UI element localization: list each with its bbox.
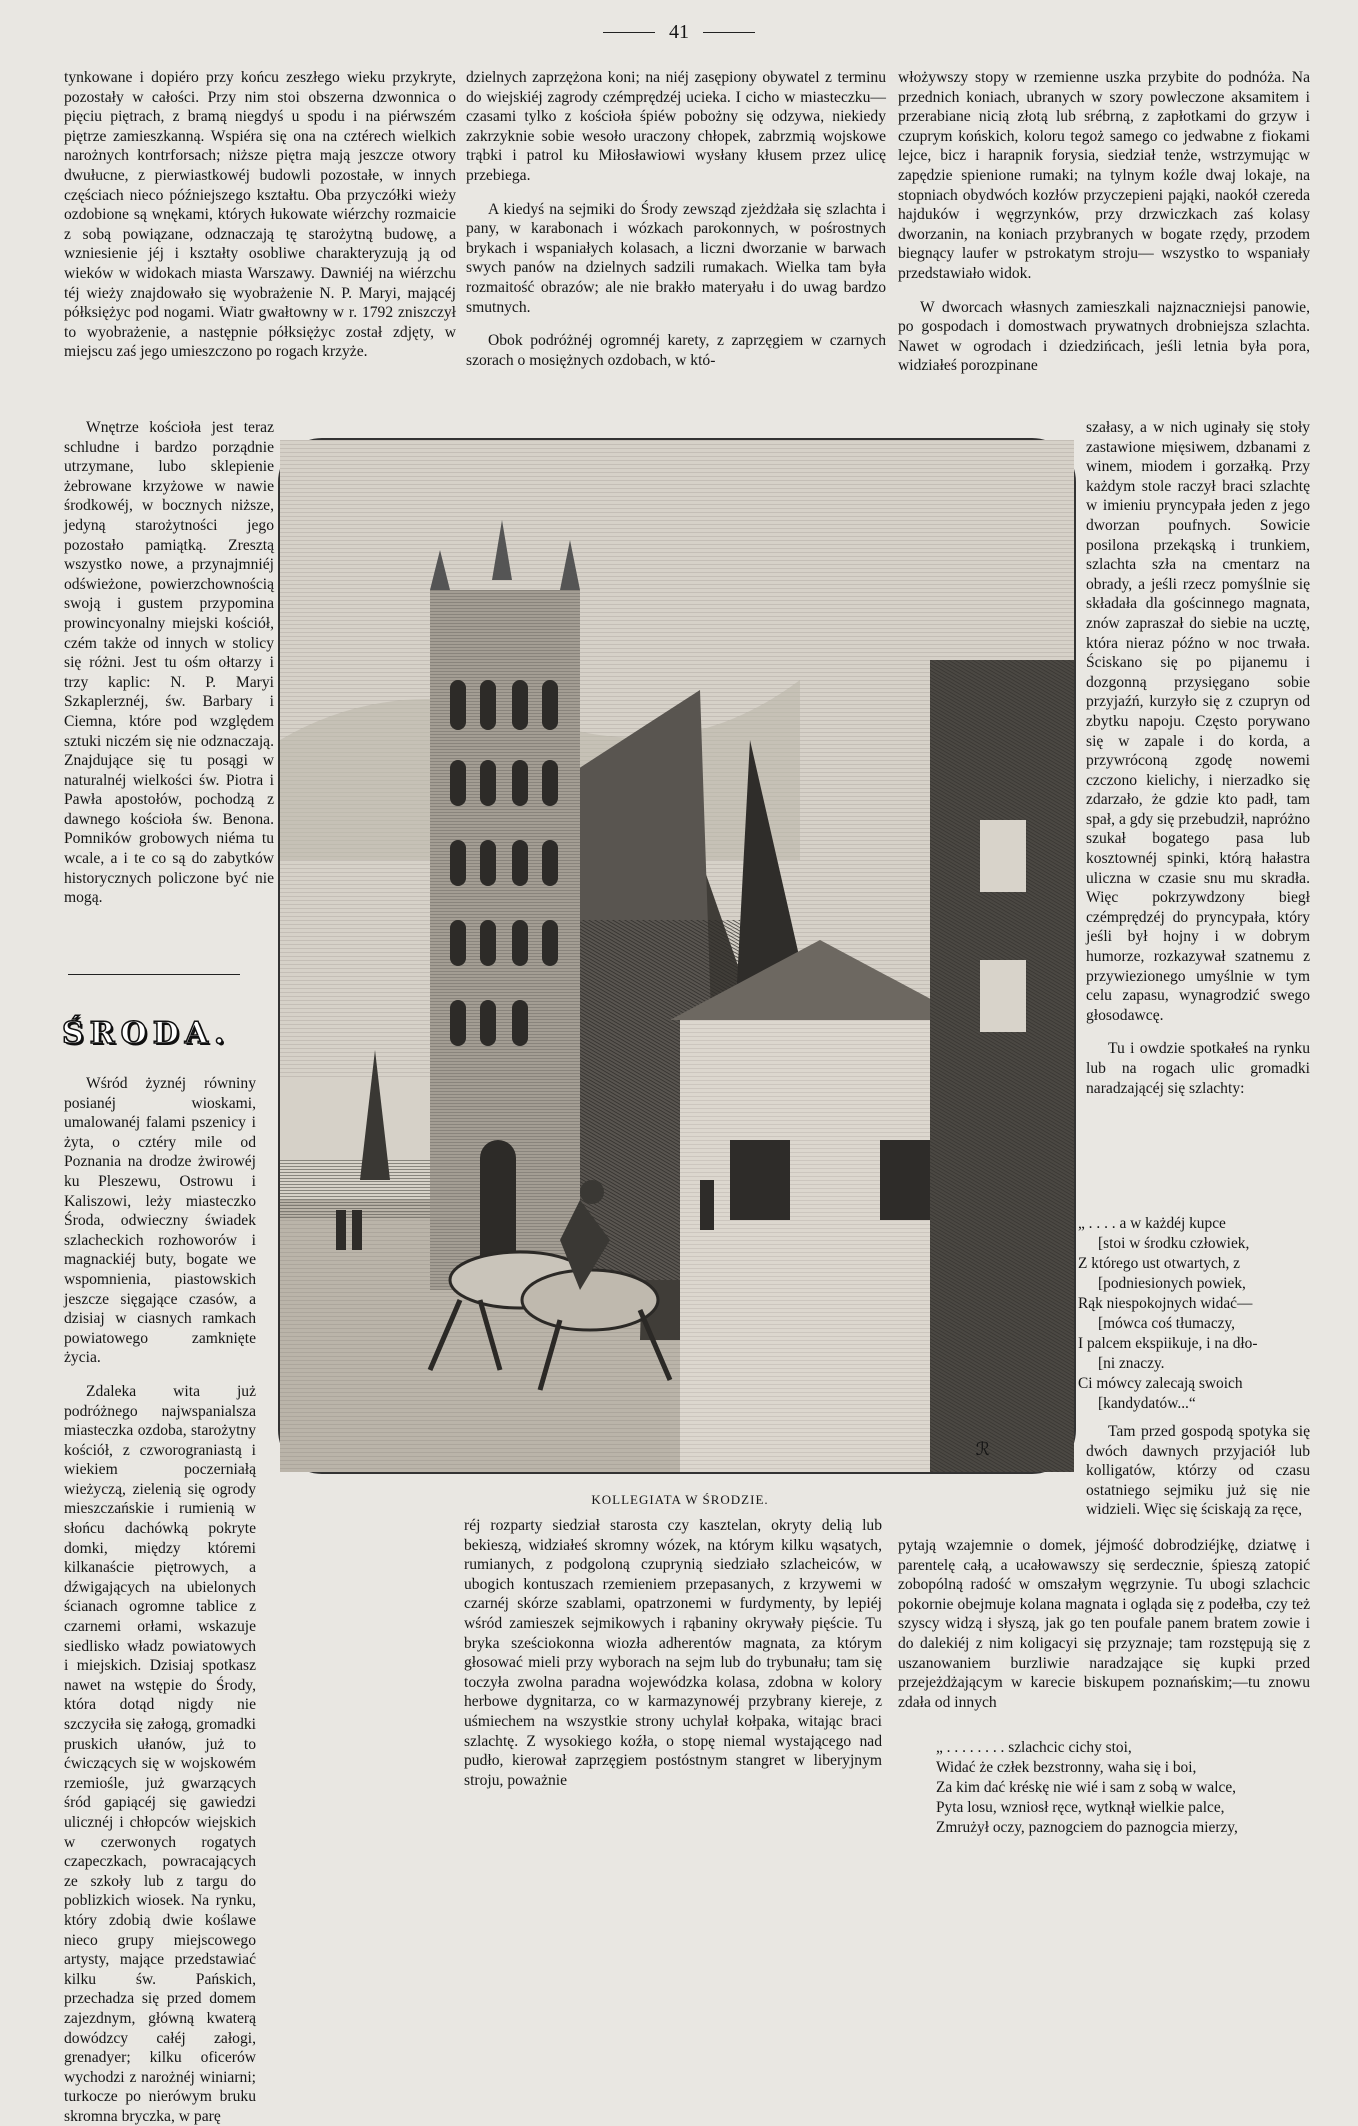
paragraph: Wśród żyznéj równiny posianéj wioskami, umalowanéj falami pszenicy i żyta, o cztéry mile od Poznania na drodze żwirowéj ku Pleszewu, Ostrowu i Kaliszowi, leży miasteczko Środa, odwieczny świadek szlacheckich rozhoworów i magnackiéj buty, bogate we wspomnienia, piastowskich jeszcze sięgające czasów, a dzisiaj w ciasnych ramkach powiatowego zamknięte życia. xyxy=(64,1075,256,1367)
column-3-top xyxy=(898,68,1310,410)
column-3-narrow xyxy=(1086,418,1310,1158)
header-rule-left xyxy=(603,32,655,33)
paragraph: Tam przed gospodą spotyka się dwóch dawnych przyjaciół lub kolligatów, którzy od czasu ostatniego sejmiku już się nie widzieli. Więc się ściskają za ręce, xyxy=(1086,1423,1310,1519)
paragraph: W dworcach własnych zamieszkali najznaczniejsi panowie, po gospodach i domostwach prywatnych drobniejsza szlachta. Nawet w ogrodach i dziedzińcach, jeśli letnia była pora, widziałeś porozpinane xyxy=(898,298,1310,375)
paragraph: Obok podróżnéj ogromnéj karety, z zaprzęgiem w czarnych szorach o mosiężnych ozdobach, w któ- xyxy=(466,332,886,369)
paragraph: tynkowane i dopiéro przy końcu zeszłego wieku przykryte, pozostały w całości. Przy nim stoi obszerna dzwonnica o pięciu piętrach, z bramą niegdyś u spodu i na piérwszém piętrze zamieszkanną. Wspiéra się ona na cztérech wielkich narożnych kontrforsach; niższe piętra mają jeszcze otwory dwułucne, z pierwiastkowéj budowli pozostałe, w innych częściach nieco późniejszego kształtu. Oba przyczółki wieży ozdobione są wnękami, których łukowate wiérzchy rozmaicie z sobą powiązane, odznaczają tę starożytną budowę, a wzniesienie jéj i kształty osobliwe charakteryzują ją od wieków w widokach miasta Warszawy. Dawniéj na wiérzchu téj wieży znajdowało się wyobrażenie N. P. Maryi, mającéj półksiężyc pod nogami. Wiatr gwałtowny w r. 1792 zniszczył to wyobrażenie, a następnie półksiężyc został zdjęty, w miejscu zaś jego umieszczono po rogach krzyże. xyxy=(64,69,456,361)
header-rule-right xyxy=(703,32,755,33)
illustration-collegiate-church xyxy=(278,438,1076,1474)
page-header xyxy=(0,18,1358,46)
poem-line: Z którego ust otwartych, z xyxy=(1078,1255,1240,1272)
poem-line: I palcem ekspiikuje, i na dło- xyxy=(1078,1335,1258,1352)
poem-line: Pyta losu, wzniosł ręce, wytknął wielkie palce, xyxy=(936,1799,1225,1816)
poem-line: Widać że człek bezstronny, waha się i boi, xyxy=(936,1759,1197,1776)
poem-line: Ci mówcy zalecają swoich xyxy=(1078,1375,1243,1392)
engraving-image xyxy=(280,440,1074,1472)
poem-line: Za kim dać kréskę nie wié i sam z sobą w walce, xyxy=(936,1779,1237,1796)
engraver-signature: ℛ xyxy=(975,1439,990,1459)
poem-line: [podniesionych powiek, xyxy=(1098,1275,1246,1292)
poem-line: [stoi w środku człowiek, xyxy=(1098,1235,1250,1252)
section-divider xyxy=(68,974,240,975)
column-1-narrow xyxy=(64,418,274,948)
poem-line: [ni znaczy. xyxy=(1098,1355,1165,1372)
page-number: 41 xyxy=(669,20,689,43)
column-1-sroda xyxy=(64,1074,256,2125)
poem-line: „ . . . . a w każdéj kupce xyxy=(1078,1215,1226,1232)
illustration-caption: KOLLEGIATA W ŚRODZIE. xyxy=(591,1492,769,1507)
column-2-bottom xyxy=(464,1516,882,1890)
paragraph: pytają wzajemnie o domek, jéjmość dobrodziéjkę, dziatwę i parentelę całą, a ucałowawszy się serdecznie, śpieszą zatopić zobopólną radość w omszałym węgrzynie. Tu ubogi szlachcic pokornie obejmuje kolana magnata i ogląda się z podełba, czy też szyscy widzą i słyszą, jak go ten poufale panem bratem zowie i do dalekiéj z nim koligacyi się przyznaje; tam rozstępują się z uszanowaniem burzliwie naradzające się kupki przed przejeżdżającym w karecie biskupem poznańskim;—tu znowu zdała od innych xyxy=(898,1537,1310,1711)
column-1-top xyxy=(64,68,456,410)
column-3-bottom xyxy=(898,1536,1310,1722)
poem-line: [mówca coś tłumaczy, xyxy=(1098,1315,1236,1332)
paragraph: Zdaleka wita już podróżnego najwspanialsza miasteczka ozdoba, starożytny kościół, z czworograniastą i wiekiem poczerniałą wieżyczą, zielenią się ogrody mieszczańskie i rumienią w słońcu dachówką pokryte domki, między któremi kilkanaście piętrowych, a dźwigających na ubielonych ścianach ogromne tablice z czarnemi orłami, wskazuje siedlisko władz powiatowych i miejskich. Dzisiaj spotkasz nawet na wstępie do Środy, która dotąd nigdy nie szczyciła się załogą, gromadki pruskich ułanów, już to ćwiczących się w wojskowém rzemiośle, już gwarzących śród gapiącéj się gawiedzi ulicznéj i chłopców wiejskich w czerwonych rogatych czapeczkach, powracających ze szkoły lub z targu do poblizkich wiosek. Na rynku, który zdobią dwie koślawe nieco grupy miejscowego artysty, mające przedstawiać kilku św. Pańskich, przechadza się przed domem zajezdnym, główną kwaterą dowódzcy całéj załogi, grenadyer; kilku oficerów wychodzi z narożnéj winiarni; turkocze po nierówym bruku skromna bryczka, w parę xyxy=(64,1382,256,2125)
paragraph: Tu i owdzie spotkałeś na rynku lub na rogach ulic gromadki naradzającéj się szlachty: xyxy=(1086,1040,1310,1097)
paragraph: Wnętrze kościoła jest teraz schludne i bardzo porządnie utrzymane, lubo sklepienie żebrowane krzyżowe w nawie środkowéj, w bocznych niższe, jedyną starożytności jego pozostało pamiątką. Zresztą wszystko nowe, a przynajmniéj odświeżone, powierzchownością swoją i gustem przypomina prowincyonalny miejski kościół, czém także od innych w stolicy się różni. Jest tu ośm ołtarzy i trzy kaplic: N. P. Maryi Szkaplerznéj, św. Barbary i Ciemna, które pod względem sztuki niczém się nie odznaczają. Znajdujące się tu posągi w naturalnéj wielkości św. Piotra i Pawła apostołów, pochodzą z dawnego kościoła św. Benona. Pomników grobowych niéma tu wcale, a i te co są do zabytków historycznych policzone być nie mogą. xyxy=(64,419,274,907)
column-3-after-poem xyxy=(1086,1422,1310,1534)
poem-line: Zmrużył oczy, paznogciem do paznogcia mierzy, xyxy=(936,1819,1238,1836)
poem-line: „ . . . . . . . . szlachcic cichy stoi, xyxy=(936,1739,1132,1756)
poem-2 xyxy=(936,1738,1310,1890)
section-title: ŚRODA. xyxy=(62,1016,231,1051)
poem-1 xyxy=(1078,1214,1310,1420)
column-2-top xyxy=(466,68,886,410)
paragraph: réj rozparty siedział starosta czy kasztelan, okryty delią lub bekieszą, widziałeś skromny wózek, na którym kilku wąsatych, rumianych, z podgoloną czuprynią siedziało szlacheiców, w ubogich kontuszach rzemieniem przepasanych, z krzywemi w czarnéj skórze szablami, opatrzonemi w furdymenty, by lepiéj wśród zamieszek sejmikowych i rąbaniny okrywały pięście. Tu bryka sześciokonna wiozła adherentów magnata, za którym głosować mieli przy wyborach na sejm lub do trybunału; tam się toczyła zwolna paradna wojewódzka kolasa, zdobna w kolory herbowe dygnitarza, co w karmazynowéj przybrany kiereje, z uśmiechem na wszystkie strony uchylał kołpaka, witając braci szlachtę. Z wysokiego koźła, o stopę niemal wystającego nad pudło, kierował zaprzęgiem postóstnym stangret w liberyjnym stroju, poważnie xyxy=(464,1517,882,1789)
paragraph: włożywszy stopy w rzemienne uszka przybite do podnóża. Na przednich koniach, ubranych w szory powleczone aksamitem i przerabiane nicią złotą lub srébrną, z zapłotkami do grzyw i czuprym końskich, koloru tegoż samego co jedwabne z fiokami lejce, bicz i harapnik forysia, siedział tenże, wstrzymując w zapędzie spienione rumaki; na tylnym koźle dwaj lokaje, na stopniach obydwóch kozłów przyczepieni pająki, naokół czereda hajduków i węgrzynków, przy drzwiczkach zaś kolasy dworzanin, na koniach przybranych w bogate rzędy, przodem biegnący laufer w pstrokatym stroju— wszystko to wspaniały przedstawiało widok. xyxy=(898,69,1310,282)
poem-line: [kandydatów...“ xyxy=(1098,1395,1196,1412)
paragraph: A kiedyś na sejmiki do Środy zewsząd zjeżdżała się szlachta i pany, w karabonach i wózkach parokonnych, w pośrostnych brykach i wspaniałych kolasach, a liczni dworzanie w barwach swych panów na dzielnych sadzili rumakach. Wielka tam była rozmaitość obrazów; ale nie brakło materyału i do uwag bardzo smutnych. xyxy=(466,200,886,316)
poem-line: Rąk niespokojnych widać— xyxy=(1078,1295,1253,1312)
paragraph: dzielnych zaprzężona koni; na niéj zasępiony obywatel z terminu do wiejskiéj zagrody czémprędzéj ucieka. I cicho w miasteczku—czasami tylko z kościoła śpiéw pobożny się odzywa, niekiedy zakrzyknie sobie wesoło uraczony chłopek, zabrzmią wojskowe trąbki i patrol ku Miłosławiowi wysłany kłusem przez ulicę przebiega. xyxy=(466,69,886,184)
paragraph: szałasy, a w nich uginały się stoły zastawione mięsiwem, dzbanami z winem, miodem i gorzałką. Przy każdym stole raczył braci szlachtę w imieniu pryncypała jeden z jego dworzan poufnych. Sowicie posilona przekąską i trunkiem, szlachta szła na cmentarz na obrady, a jeśli rzecz pomyślnie się składała dla gościnnego magnata, znów zapraszał do siebie na ucztę, która nieraz późno w noc trwała. Ściskano się po pijanemu i dozgonną przysięgano sobie przyjaźń, kurzyło się z czupryn od zbytku napoju. Często porywano się w zapale i do korda, a przywróconą zgodę nowemi czczono kielichy, i nierzadko się zdarzało, że gdzie kto padł, tam spał, a gdy się przebudził, napróżno szukał bogatego pasa lub kosztownéj spinki, którą hałastra uliczna w czasie snu mu skradła. Więc pokrzywdzony biegł czémprędzéj do pryncypała, który jeśli był hojny i w dobrym humorze, rozkazywał szatnemu z przywiezionego umyślnie w tym celu zapasu, wynagrodzić swego głosodawcę. xyxy=(1086,419,1310,1024)
